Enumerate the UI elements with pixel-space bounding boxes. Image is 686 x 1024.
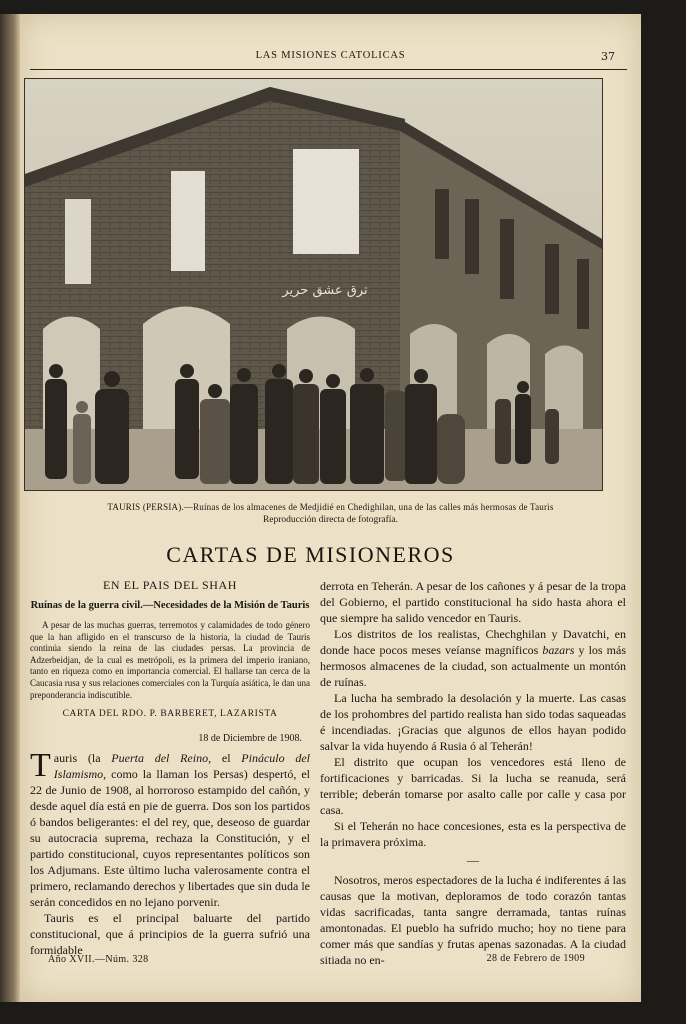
section-title: CARTAS DE MISIONEROS (166, 542, 455, 567)
paragraph-4: Los distritos de los realistas, Chechghilan y Davatchi, en donde hace pocos meses veíanse magníficos bazars y los más hermosos almacenes de la ciudad, son actualmente un montón de ruínas. (320, 627, 626, 689)
shop-sign: ﺗﺮﻕ ﻋﺸﻖ ﺣﺮﻳﺮ (282, 283, 368, 298)
drop-cap: T (30, 747, 51, 785)
paragraph-8: Nosotros, meros espectadores de la lucha é indiferentes á las causas que la motivan, deploramos de todo corazón tantas vidas sacrificadas, tanta sangre derramada, tantas ruínas amontonadas. El pueblo ha sufrido mucho; hoy no tiene para comer más que sandías y frutas apenas sazonadas. A la ciudad sitiada no en- (320, 873, 626, 967)
photo-caption: TAURIS (PERSIA).—Ruínas de los almacenes de Medjidié en Chedighilan, una de las calles más hermosas de Tauris (107, 502, 554, 512)
article-subtitle: EN EL PAIS DEL SHAH (102, 578, 238, 592)
left-column (30, 578, 310, 958)
paragraph-3: derrota en Teherán. A pesar de los cañones y á pesar de la tropa del Gobierno, el partido constitucional ha sido hasta ahora el que siempre ha salido vencedor en Tauris. (320, 579, 626, 625)
window (65, 199, 91, 284)
letter-date: 18 de Diciembre de 1908. (198, 733, 302, 745)
issue-volume: Año XVII.—Núm. 328 (48, 954, 149, 965)
window (293, 149, 359, 254)
article-summary: A pesar de las muchas guerras, terremotos y calamidades de todo género que la han afligido en el transcurso de la historia, la ciudad de Tauris continúa siendo la reina de las ciudades persas. La provincia de Adzerbeidjan, de la cual es metrópoli, es la primera del imperio iraniano, tanto en riqueza como en importancia comercial. El hallarse tan cerca de la Caucasia rusa y sus relaciones comerciales con la Turquía asiática, le dan una preponderancia indiscutible. (30, 620, 310, 700)
running-header: LAS MISIONES CATOLICAS (255, 50, 406, 61)
issue-date: 28 de Febrero de 1909 (486, 953, 585, 964)
magazine-page (20, 14, 641, 1002)
photo-credit: Reproducción directa de fotografía. (262, 515, 399, 525)
ruined-building-photo (24, 78, 603, 491)
paragraph-1: Tauris (la Puerta del Reino, el Pináculo del Islamismo, como la llaman los Persas) despertó, el 22 de Junio de 1908, al horroroso estampido del cañón, y desde aquel día está en pie de guerra. Dos son los partidos ó bandos beligerantes: el del rey, que, deseoso de guardar su autocracia suprema, rechaza la Constitución, y el partido constitucional, cuyos representantes políticos son los Adjumans. Este último lucha valerosamente contra el primero, reclamando derechos y libertades que sin duda le serán concedidos en no lejano porvenir. (30, 747, 311, 910)
photo-illustration (25, 79, 602, 490)
paragraph-2: Tauris es el principal baluarte del partido constitucional, que á principios de la guerra sufrió una formidable (30, 911, 310, 958)
book-spine-edge (0, 14, 20, 1002)
paragraph-7: Si el Teherán no hace concesiones, esta es la perspectiva de la primavera próxima. (320, 819, 626, 849)
right-column (320, 578, 626, 968)
header-rule (30, 69, 627, 70)
paragraph-6: El distrito que ocupan los vencedores está lleno de fortificaciones y barricadas. Si la lucha se reanuda, será terrible; deberán tomarse por asalto calle por calle y casa por casa. (320, 755, 626, 817)
letter-signature: CARTA DEL RDO. P. BARBERET, LAZARISTA (62, 709, 278, 720)
page-number: 37 (601, 50, 615, 63)
section-divider: — (467, 853, 479, 867)
article-heading: Ruínas de la guerra civil.—Necesidades de la Misión de Tauris (30, 600, 310, 611)
paragraph-5: La lucha ha sembrado la desolación y la muerte. Las casas de los prohombres del partido realista han sido todas saqueadas é incendiadas. ¡Gracias que algunos de ellos hayan podido salvar la vida huyendo á Rusia ó al Teherán! (320, 691, 626, 753)
window (171, 171, 205, 271)
